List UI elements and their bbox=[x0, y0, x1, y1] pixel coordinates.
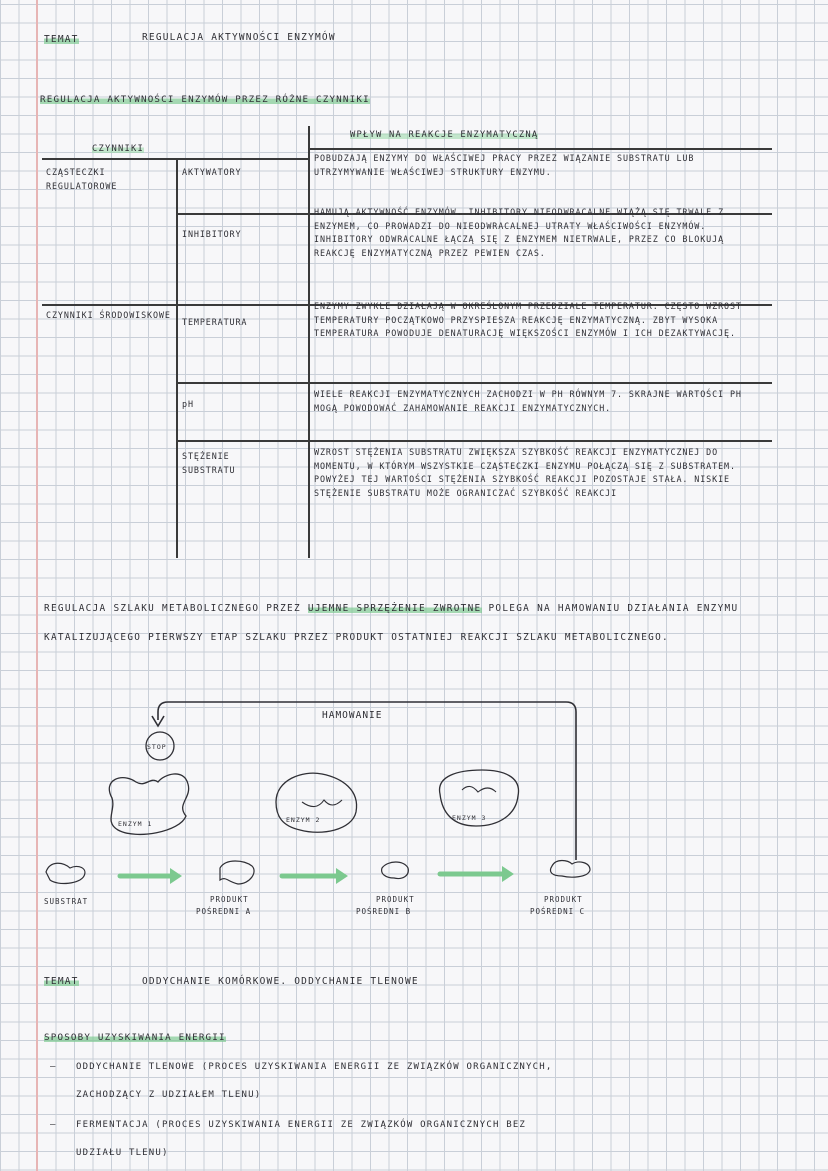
factor-temperature: TEMPERATURA bbox=[182, 317, 248, 327]
effect-activators: POBUDZAJĄ ENZYMY DO WŁAŚCIWEJ PRACY PRZEZ WIĄZANIE SUBSTRATU LUB UTRZYMYWANIE WŁAŚCIWEJ STRUKTURY ENZYMU. bbox=[314, 153, 695, 177]
group-environmental: CZYNNIKI ŚRODOWISKOWE bbox=[46, 310, 171, 320]
feedback-highlight: UJEMNE SPRZĘŻENIE ZWROTNE bbox=[307, 603, 482, 614]
inhibition-label: HAMOWANIE bbox=[322, 710, 383, 721]
energy-heading bbox=[44, 1032, 226, 1043]
table-header-factors-text: CZYNNIKI bbox=[92, 144, 144, 154]
substrate-label: SUBSTRAT bbox=[44, 897, 89, 906]
enzyme-1-label: ENZYM 1 bbox=[118, 820, 153, 828]
feedback-text-part2: POLEGA NA HAMOWANIU DZIAŁANIA ENZYMU KATALIZUJĄCEGO PIERWSZY ETAP SZLAKU PRZEZ PRODUKT OSTATNIEJ REAKCJI SZLAKU METABOLICZNEGO. bbox=[44, 603, 739, 643]
factor-substrate-concentration: STĘŻENIE SUBSTRATU bbox=[182, 451, 236, 475]
product-c-shape bbox=[550, 861, 590, 878]
product-b-shape bbox=[382, 862, 409, 879]
feedback-paragraph bbox=[44, 594, 784, 652]
page-margin-line bbox=[36, 0, 38, 1171]
topic2-title: ODDYCHANIE KOMÓRKOWE. ODDYCHANIE TLENOWE bbox=[142, 976, 419, 987]
page-title: REGULACJA AKTYWNOŚCI ENZYMÓW bbox=[142, 32, 336, 43]
table-header-effect-text: WPŁYW NA REAKCJE ENZYMATYCZNĄ bbox=[350, 130, 539, 140]
arrow-step-2-head bbox=[336, 868, 348, 884]
section-heading-text: REGULACJA AKTYWNOŚCI ENZYMÓW PRZEZ RÓŻNE CZYNNIKI bbox=[40, 94, 370, 105]
energy-heading-text: SPOSOBY UZYSKIWANIA ENERGII bbox=[44, 1032, 226, 1043]
arrow-step-1-head bbox=[170, 868, 182, 884]
table-header-factors bbox=[92, 144, 144, 154]
energy-item-1-line1: ODDYCHANIE TLENOWE (PROCES UZYSKIWANIA ENERGII ZE ZWIĄZKÓW ORGANICZNYCH, bbox=[76, 1062, 553, 1072]
table-col-divider bbox=[176, 158, 178, 558]
feedback-diagram bbox=[0, 690, 828, 930]
enzyme-2-label: ENZYM 2 bbox=[286, 816, 321, 824]
energy-item-2-line1: FERMENTACJA (PROCES UZYSKIWANIA ENERGII ZE ZWIĄZKÓW ORGANICZNYCH BEZ bbox=[76, 1120, 527, 1130]
enzyme-2-active-site bbox=[302, 800, 342, 807]
energy-item-2-line2: UDZIAŁU TLENU) bbox=[76, 1148, 169, 1158]
enzyme-3-active-site bbox=[462, 786, 496, 792]
product-a-line2: POŚREDNI A bbox=[196, 907, 252, 916]
enzyme-3-label: ENZYM 3 bbox=[452, 814, 487, 822]
topic-tag-label: TEMAT bbox=[44, 34, 79, 45]
bullet-dash: – bbox=[50, 1120, 57, 1130]
topic2-tag bbox=[44, 976, 79, 987]
topic2-tag-label: TEMAT bbox=[44, 976, 79, 987]
substrate-shape bbox=[46, 863, 85, 883]
energy-item-1-line2: ZACHODZĄCY Z UDZIAŁEM TLENU) bbox=[76, 1090, 262, 1100]
table-col-divider bbox=[308, 126, 310, 558]
product-b-line1: PRODUKT bbox=[376, 895, 415, 904]
reaction-arrows bbox=[120, 866, 514, 884]
inhibition-loop-arrow bbox=[158, 702, 576, 860]
bullet-dash: – bbox=[50, 1062, 57, 1072]
feedback-text-part1: REGULACJA SZLAKU METABOLICZNEGO PRZEZ bbox=[44, 603, 301, 614]
group-regulatory: CZĄSTECZKI REGULATOROWE bbox=[46, 167, 118, 191]
factor-activators: AKTYWATORY bbox=[182, 167, 242, 177]
effect-ph: WIELE REAKCJI ENZYMATYCZNYCH ZACHODZI W PH RÓWNYM 7. SKRAJNE WARTOŚCI PH MOGĄ POWODOWAĆ ZAHAMOWANIE REAKCJI ENZYMATYCZNYCH. bbox=[314, 389, 742, 413]
table-rule bbox=[178, 382, 772, 384]
section-heading bbox=[40, 94, 370, 105]
product-a-line1: PRODUKT bbox=[210, 895, 249, 904]
stop-label: STOP bbox=[147, 743, 167, 751]
table-header-effect bbox=[350, 130, 538, 140]
product-c-line1: PRODUKT bbox=[544, 895, 583, 904]
product-b-line2: POŚREDNI B bbox=[356, 907, 412, 916]
effect-substrate-concentration: WZROST STĘŻENIA SUBSTRATU ZWIĘKSZA SZYBKOŚĆ REAKCJI ENZYMATYCZNEJ DO MOMENTU, W KTÓRYM WSZYSTKIE CZĄSTECZKI ENZYMU POŁĄCZĄ SIĘ Z SUBSTRATEM. POWYŻEJ TEJ WARTOŚCI STĘŻENIA SZYBKOŚĆ REAKCJI POZOSTAJE STAŁA. NISKIE STĘŻENIE SUBSTRATU MOŻE OGRANICZAĆ SZYBKOŚĆ REAKCJI bbox=[314, 447, 736, 498]
table-rule bbox=[310, 148, 772, 150]
arrow-step-3-head bbox=[502, 866, 514, 882]
topic-tag bbox=[44, 34, 79, 45]
product-c-line2: POŚREDNI C bbox=[530, 907, 586, 916]
table-rule bbox=[178, 440, 772, 442]
product-a-shape bbox=[220, 861, 254, 884]
factor-inhibitors: INHIBITORY bbox=[182, 229, 242, 239]
effect-inhibitors: HAMUJĄ AKTYWNOŚĆ ENZYMÓW. INHIBITORY NIEODWRACALNE WIĄŻĄ SIĘ TRWALE Z ENZYMEM, CO PROWADZI DO NIEODWRACALNEJ UTRATY WŁAŚCIWOŚCI ENZYMÓW. INHIBITORY ODWRACALNE ŁĄCZĄ SIĘ Z ENZYMEM NIETRWALE, PRZEZ CO BLOKUJĄ REAKCJĘ ENZYMATYCZNĄ PRZEZ PEWIEN CZAS. bbox=[314, 207, 725, 258]
effect-temperature: ENZYMY ZWYKLE DZIAŁAJĄ W OKREŚLONYM PRZEDZIALE TEMPERATUR. CZĘSTO WZROST TEMPERATURY POCZĄTKOWO PRZYSPIESZA REAKCJĘ ENZYMATYCZNĄ. ZBYT WYSOKA TEMPERATURA POWODUJE DENATURACJĘ WIĘKSZOŚCI ENZYMÓW I ICH DEZAKTYWACJĘ. bbox=[314, 301, 742, 339]
factor-ph: pH bbox=[182, 399, 194, 409]
